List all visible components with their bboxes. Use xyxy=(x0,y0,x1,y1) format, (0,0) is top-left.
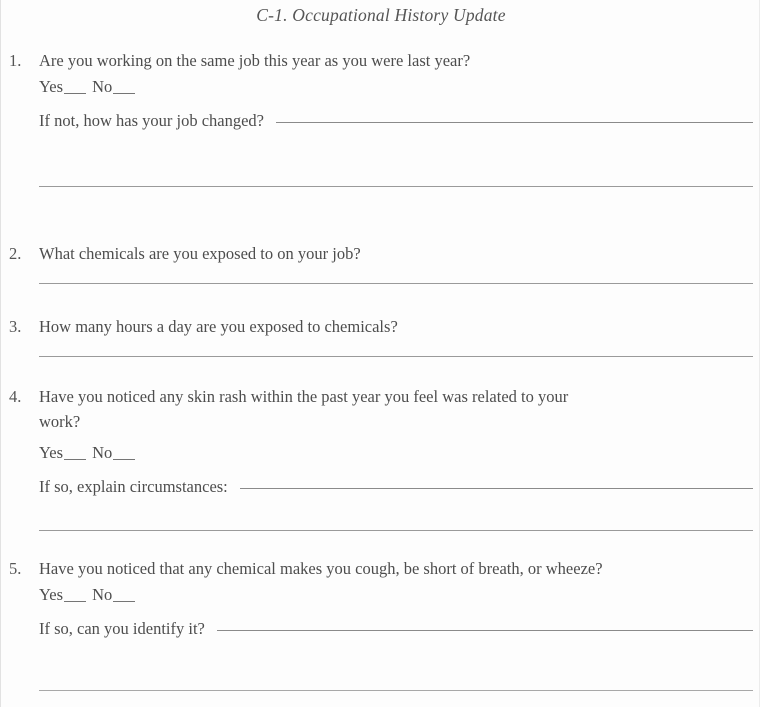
question-number: 2. xyxy=(9,244,22,263)
no-label: No xyxy=(92,585,113,604)
no-blank-field[interactable] xyxy=(113,93,135,94)
question-line xyxy=(9,556,753,581)
subprompt-label: If so, can you identify it? xyxy=(39,619,205,638)
question-number: 3. xyxy=(9,317,22,336)
no-label: No xyxy=(92,443,113,462)
page-title: C-1. Occupational History Update xyxy=(256,5,506,25)
yes-blank-field[interactable] xyxy=(64,93,86,94)
yes-blank-field[interactable] xyxy=(64,601,86,602)
question-number: 5. xyxy=(9,559,22,578)
answer-rule-4[interactable] xyxy=(39,530,753,531)
question-block-1 xyxy=(9,48,753,134)
answer-rule-5[interactable] xyxy=(39,690,753,691)
question-text: Are you working on the same job this year as you were last year? xyxy=(39,51,471,70)
answer-rule-3[interactable] xyxy=(39,356,753,357)
question-text: Have you noticed any skin rash within the past year you feel was related to your xyxy=(39,387,569,406)
subprompt-label: If not, how has your job changed? xyxy=(39,111,264,130)
question-block-4 xyxy=(9,384,753,500)
question-line xyxy=(9,314,753,339)
yes-label: Yes xyxy=(39,585,64,604)
question-line xyxy=(9,48,753,73)
yes-no-row-5 xyxy=(39,581,753,608)
answer-rule-1[interactable] xyxy=(39,186,753,187)
question-number: 4. xyxy=(9,387,22,406)
no-blank-field[interactable] xyxy=(113,601,135,602)
yes-label: Yes xyxy=(39,77,64,96)
question-number: 1. xyxy=(9,51,22,70)
yes-label: Yes xyxy=(39,443,64,462)
question-text: What chemicals are you exposed to on your job? xyxy=(39,244,361,263)
question-line xyxy=(9,384,753,409)
subprompt-answer-field[interactable] xyxy=(217,630,753,631)
question-line xyxy=(9,241,753,266)
yes-no-row-4 xyxy=(39,439,753,466)
question-text: Have you noticed that any chemical makes you cough, be short of breath, or wheeze? xyxy=(39,559,603,578)
subprompt-label: If so, explain circumstances: xyxy=(39,477,228,496)
subprompt-answer-field[interactable] xyxy=(276,122,753,123)
question-block-3 xyxy=(9,314,753,339)
subprompt-answer-field[interactable] xyxy=(240,488,753,489)
subprompt-row-4 xyxy=(39,474,753,500)
question-block-2 xyxy=(9,241,753,266)
yes-blank-field[interactable] xyxy=(64,459,86,460)
answer-rule-2[interactable] xyxy=(39,283,753,284)
question-block-5 xyxy=(9,556,753,642)
no-label: No xyxy=(92,77,113,96)
subprompt-row-5 xyxy=(39,616,753,642)
yes-no-row-1 xyxy=(39,73,753,100)
subprompt-row-1 xyxy=(39,108,753,134)
question-text: How many hours a day are you exposed to chemicals? xyxy=(39,317,398,336)
no-blank-field[interactable] xyxy=(113,459,135,460)
question-text-continued: work? xyxy=(39,412,81,431)
